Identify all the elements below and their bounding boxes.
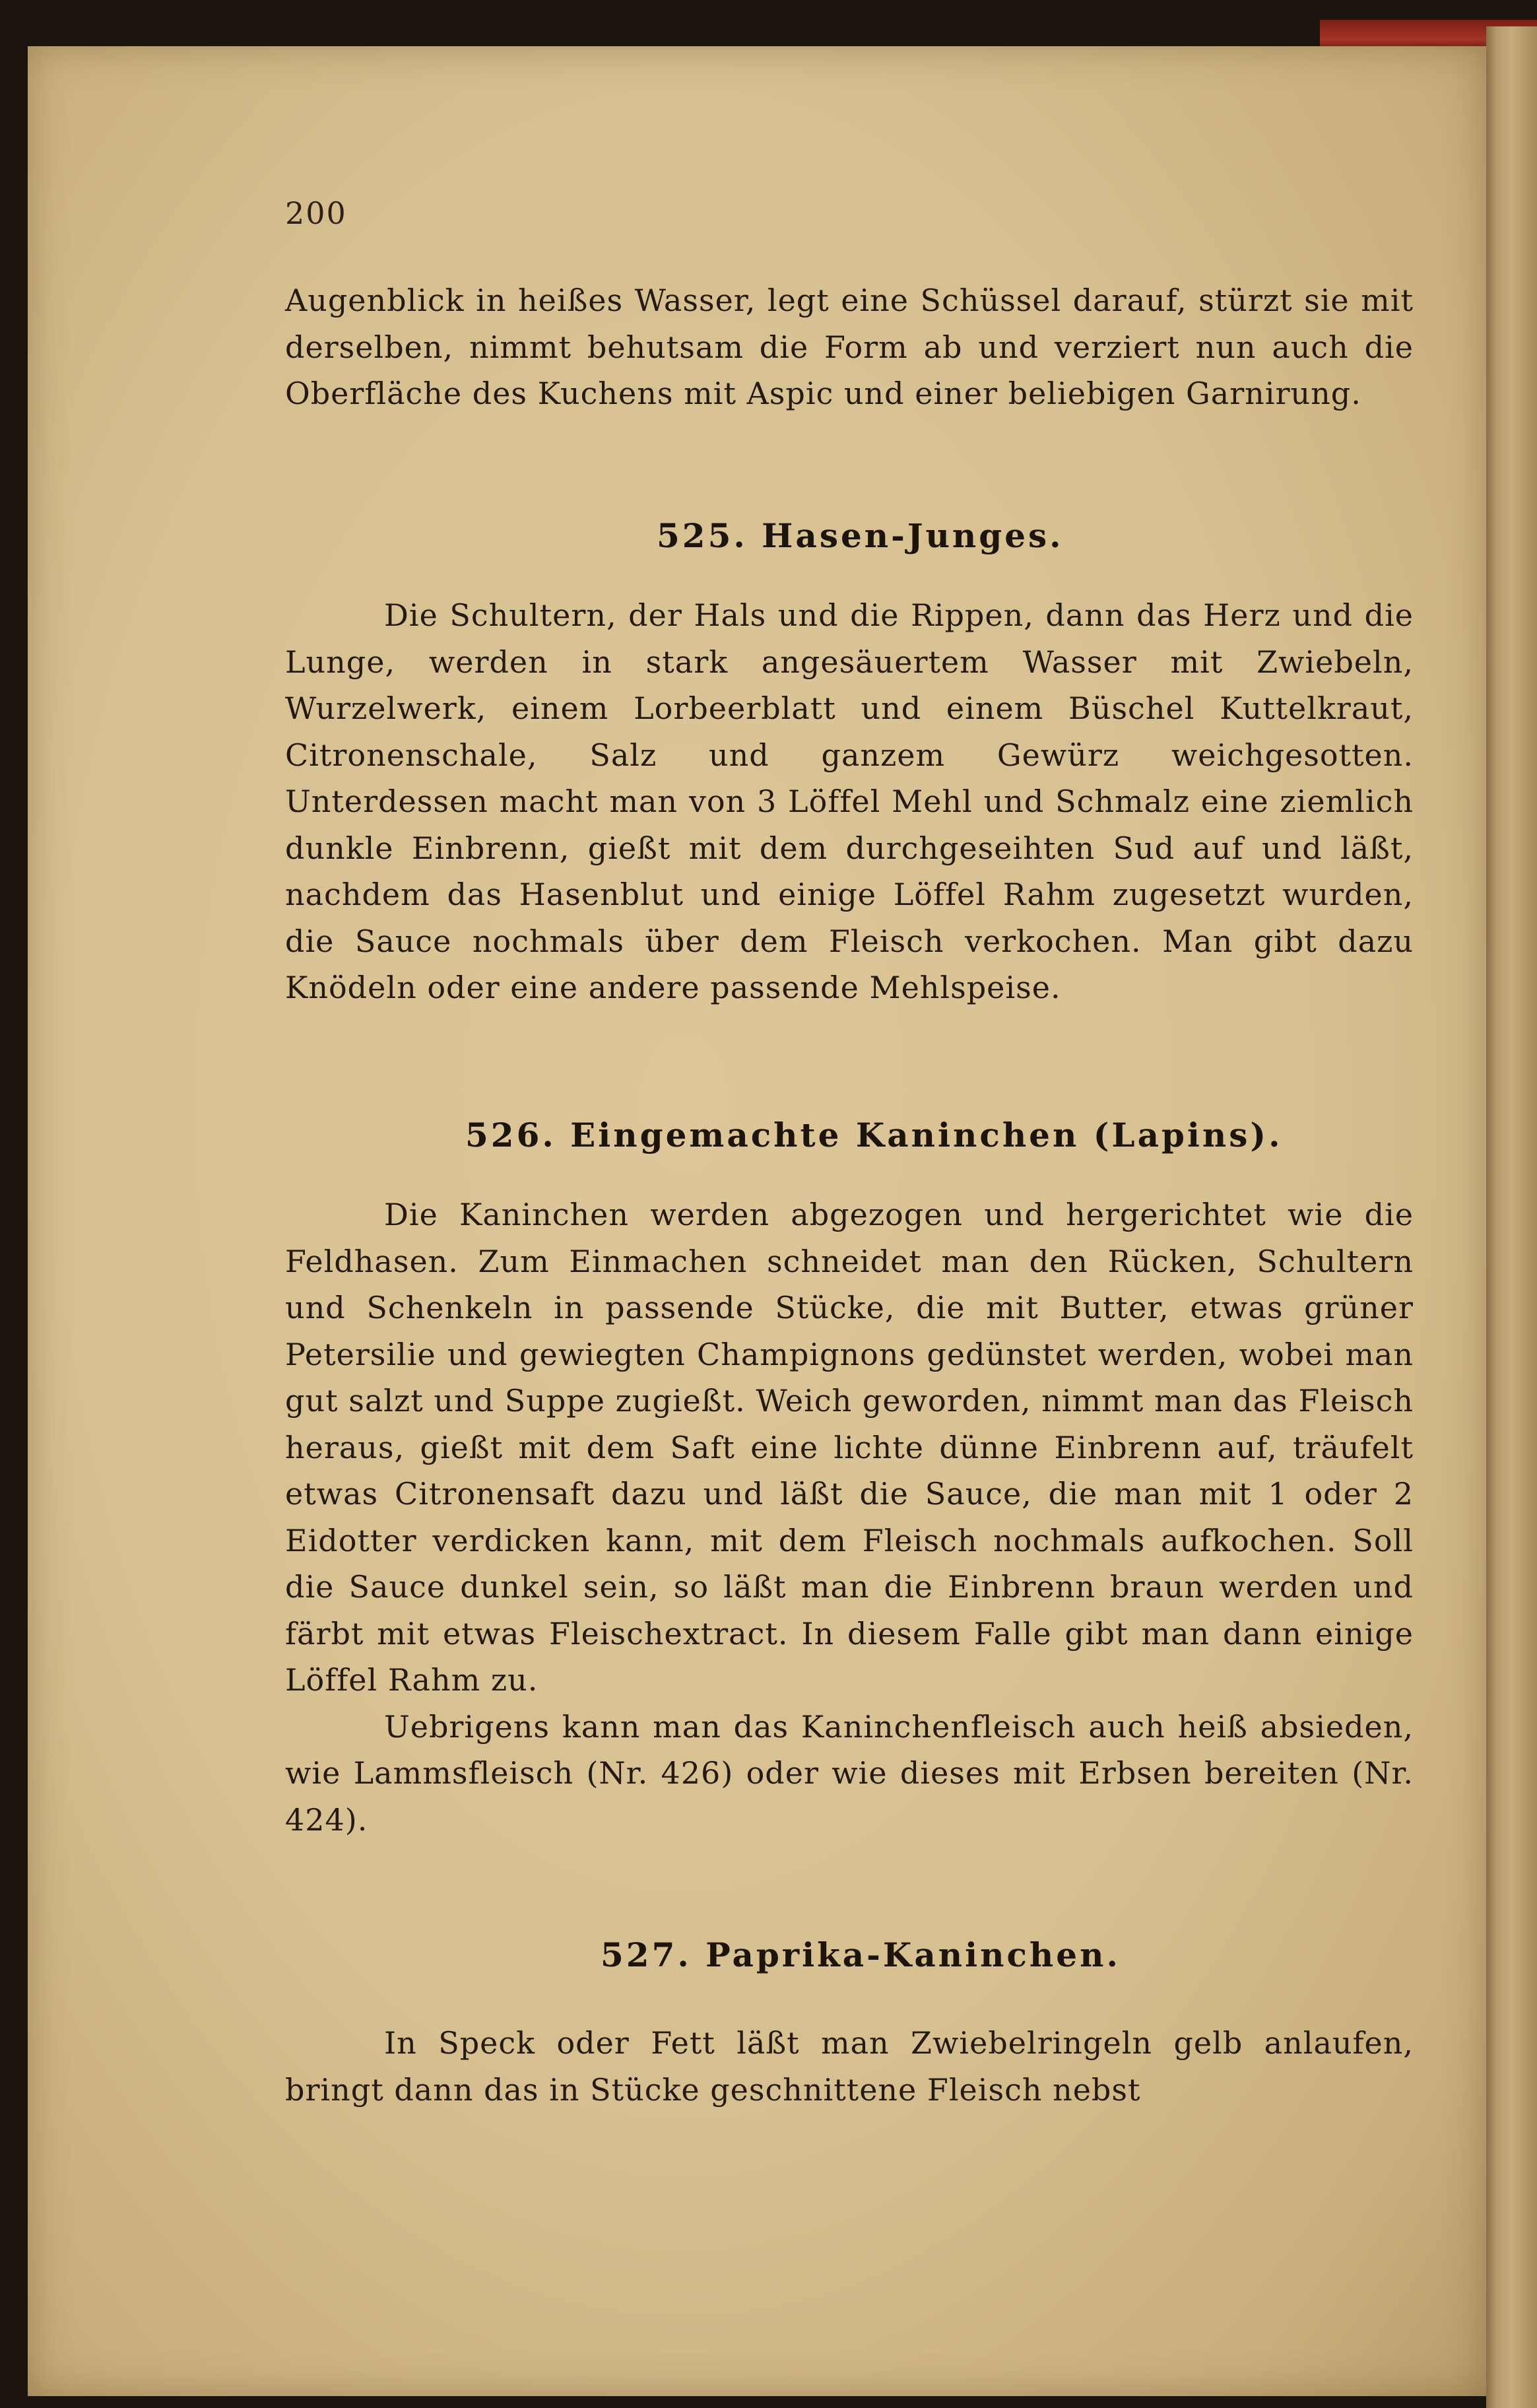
intro-text: Augenblick in heißes Wasser, legt eine Schüssel darauf, stürzt sie mit derselben, nimmt behutsam die Form ab und verziert nun auch die Oberfläche des Kuchens mit Aspic und einer beliebigen Garnirung. xyxy=(285,283,1414,411)
recipe-525-body xyxy=(285,592,1414,1028)
recipe-526-text-2: Uebrigens kann man das Kaninchenfleisch auch heiß absieden, wie Lammsfleisch (Nr. 426) oder wie dieses mit Erbsen bereiten (Nr. 424). xyxy=(285,1708,1414,1838)
intro-paragraph xyxy=(285,277,1414,475)
recipe-526-text-1: Die Kaninchen werden abgezogen und hergerichtet wie die Feldhasen. Zum Einmachen schneidet man den Rücken, Schultern und Schenkeln in passende Stücke, die mit Butter, etwas grüner Petersilie und gewiegten Champignons gedünstet werden, wobei man gut salzt und Suppe zugießt. Weich geworden, nimmt man das Fleisch heraus, gießt mit dem Saft eine lichte dünne Einbrenn auf, träufelt etwas Citronensaft dazu und läßt die Sauce, die man mit 1 oder 2 Eidotter verdicken kann, mit dem Fleisch nochmals aufkochen. Soll die Sauce dunkel sein, so läßt man die Einbrenn braun werden und färbt mit etwas Fleischextract. In diesem Falle gibt man dann einige Löffel Rahm zu. xyxy=(285,1197,1414,1698)
recipe-527-heading: 527. Paprika-Kaninchen. xyxy=(601,1935,1121,1974)
recipe-527-text: In Speck oder Fett läßt man Zwiebelringeln gelb anlaufen, bringt dann das in Stücke geschnittene Fleisch nebst xyxy=(285,2025,1414,2108)
recipe-525-text: Die Schultern, der Hals und die Rippen, dann das Herz und die Lunge, werden in stark angesäuertem Wasser mit Zwiebeln, Wurzelwerk, einem Lorbeerblatt und einem Büschel Kuttelkraut, Citronenschale, Salz und ganzem Gewürz weichgesotten. Unterdessen macht man von 3 Löffel Mehl und Schmalz eine ziemlich dunkle Einbrenn, gießt mit dem durchgeseihten Sud auf und läßt, nachdem das Hasenblut und einige Löffel Rahm zugesetzt wurden, die Sauce nochmals über dem Fleisch verkochen. Man gibt dazu Knödeln oder eine andere passende Mehlspeise. xyxy=(285,597,1414,1005)
recipe-527-body xyxy=(285,2020,1414,2119)
recipe-526-heading: 526. Eingemachte Kaninchen (Lapins). xyxy=(465,1116,1283,1154)
recipe-526-body xyxy=(285,1191,1414,1838)
recipe-525-heading: 525. Hasen-Junges. xyxy=(657,516,1064,555)
page-number: 200 xyxy=(285,195,347,231)
book-spine xyxy=(1486,26,1537,2408)
